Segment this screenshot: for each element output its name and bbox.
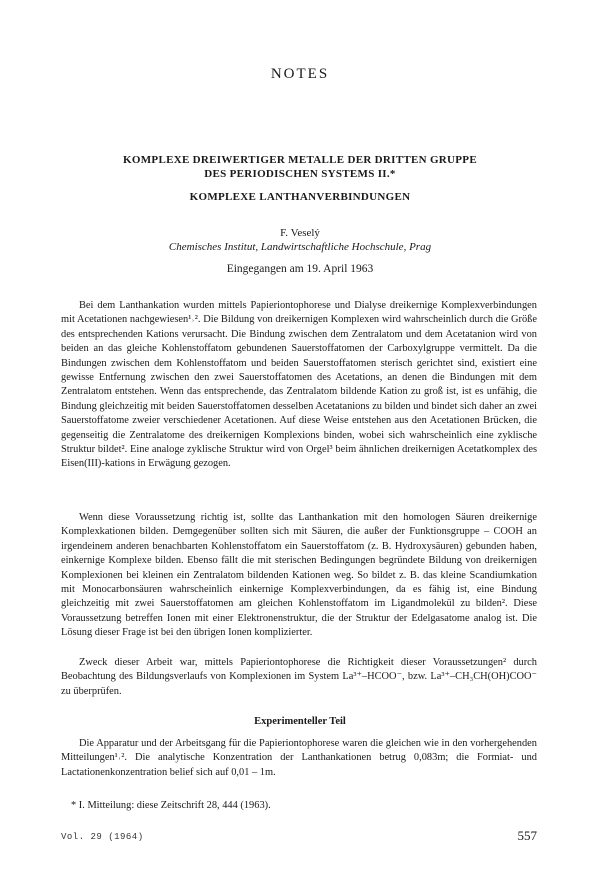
paragraph-4: Die Apparatur und der Arbeitsgang für die Papieriontophorese waren die gleichen wie in den vorhergehenden Mitteilungen¹˒². Die analytische Konzentration der Lanthankationen betrug 0,083m; die Formiat- und Lactationenkonzentration belief sich auf 0,01 – 1m. — [61, 738, 537, 778]
section-title: NOTES — [270, 66, 330, 82]
footnote: * I. Mitteilung: diese Zeitschrift 28, 444 (1963). — [71, 800, 271, 811]
paragraph-2: Wenn diese Voraussetzung richtig ist, sollte das Lanthankation mit den homologen Säuren dreikernige Komplexkationen bilden. Demgegenüber sollten sich mit Säuren, die außer der Funktionsgruppe – COOH an irgendeinem anderen benachbarten Kohlenstoffatom ein Sauerstoffatom (z. B. Hydroxysäuren) gebunden haben, einkernige Komplexe bilden. Ebenso fällt die mit sterischen Bedingungen begründete Bildung von dreikernigen Komplexionen bei kleinen ein Zentralatom bildenden Kationen weg. So bildet z. B. das kleine Scandiumkation mit Monocarbonsäuren wahrscheinlich einkernige Komplexverbindungen, da es fähig ist, eine Bindung gleichzeitig mit zwei Sauerstoffatomen am gleichen Kohlenstoffatom im Ligandmolekül zu bilden². Diese Voraussetzung betreffen Ionen mit einer Elektronenstruktur, die der Struktur der Edelgasatome analog ist. Die Lösung dieser Frage ist bei den übrigen Ionen komplizierter. — [61, 512, 537, 639]
body-block-experimental — [61, 737, 537, 784]
received-date: Eingegangen am 19. April 1963 — [226, 263, 374, 275]
body-block-hypothesis — [61, 511, 537, 645]
page-number: 557 — [517, 828, 537, 843]
paragraph-3: Zweck dieser Arbeit war, mittels Papieriontophorese die Richtigkeit dieser Voraussetzungen² durch Beobachtung des Bildungsverlaufs von Komplexionen im System La³⁺–HCOO⁻, bzw. La³⁺–CH₃CH(OH)COO⁻ zu überprüfen. — [61, 657, 537, 697]
body-block-aim — [61, 656, 537, 703]
article-subtitle: KOMPLEXE LANTHANVERBINDUNGEN — [189, 191, 411, 203]
article-title-line-1: KOMPLEXE DREIWERTIGER METALLE DER DRITTEN GRUPPE — [123, 154, 477, 166]
paragraph-1: Bei dem Lanthankation wurden mittels Papieriontophorese und Dialyse dreikernige Komplexverbindungen mit Acetationen nachgewiesen¹˒². Die Bildung von dreikernigen Komplexen wird wahrscheinlich durch die Größe des entsprechenden Kations verursacht. Die Bindung zwischen dem Zentralatom und dem Acetatanion wird von beiden an das gleiche Kohlenstoffatom gebundenen Sauerstoffatomen der Carboxylgruppe vermittelt. Da die Bindungen zwischen dem Kohlenstoffatom und beiden Sauerstoffatomen sterisch gerichtet sind, existiert eine gewisse Entfernung zwischen den zwei Sauerstoffatomen des Acetations, an denen die Bindungen mit dem Zentralatom entstehen. Wenn das entsprechende, das Zentralatom bildende Kation zu groß ist, ist es unfähig, die Bindung gleichzeitig mit beiden Sauerstoffatomen desselben Acetatanions zu bilden und bindet sich daher an zwei Sauerstoffatome zweier verschiedener Acetationen. Auf diese Weise entstehen aus den Acetationen Brücken, die gegenseitig die Zentralatome des dreikernigen Komplexions binden, wobei sich wahrscheinlich eine zyklische Struktur bildet². Eine analoge zyklische Struktur wird von Orgel³ beim ähnlichen dreikernigen Acetatkomplex des Eisen(III)-kations in Erwägung gezogen. — [61, 300, 537, 470]
body-block-intro — [61, 299, 537, 476]
author-name: F. Veselý — [280, 227, 320, 239]
volume-info: Vol. 29 (1964) — [61, 832, 144, 842]
section-heading: Experimenteller Teil — [254, 716, 346, 727]
author-institute: Chemisches Institut, Landwirtschaftliche Hochschule, Prag — [168, 241, 432, 253]
article-title-line-2: DES PERIODISCHEN SYSTEMS II.* — [204, 168, 396, 180]
